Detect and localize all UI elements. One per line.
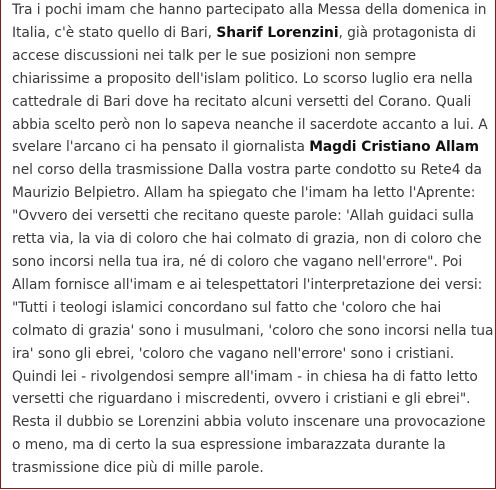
article-text-segment: Tra i pochi imam che hanno partecipato alla Messa della domenica in Italia, c'è stato quello di Bari, bbox=[12, 2, 487, 41]
imam-name: Sharif Lorenzini bbox=[216, 24, 339, 41]
article-text-segment: nel corso della trasmissione Dalla vostra parte condotto su Rete4 da Maurizio Belpietro. Allam ha spiegato che l'imam ha letto l'Aprente: "Ovvero dei versetti che recitano queste parole: 'Allah guidaci sulla retta via, la via di coloro che hai colmato di grazia, non di coloro che sono incorsi nella tua ira, né di coloro che vagano nell'errore". Poi Allam fornisce all'imam e ai telespettatori l'interpretazione dei versi: "Tutti i teologi islamici concordano sul fatto che 'coloro che hai colmato di grazia' sono i musulmani, 'coloro che sono incorsi nella tua ira' sono gli ebrei, 'coloro che vagano nell'errore' sono i cristiani. Quindi lei - rivolgendosi sempre all'imam - in chiesa ha di fatto letto versetti che riguardano i miscredenti, ovvero i cristiani e gli ebrei". Resta il dubbio se Lorenzini abbia voluto inscenare una provocazione o meno, ma di certo la sua espressione imbarazzata durante la trasmissione dice più di mille parole. bbox=[12, 162, 494, 477]
article-text-segment: , già protagonista di accese discussioni nei talk per le sue posizioni non sempre chiarissime a proposito dell'islam politico. Lo scorso luglio era nella cattedrale di Bari dove ha recitato alcuni versetti del Corano. Quali abbia scelto però non lo sapeva neanche il sacerdote accanto a lui. A svelare l'arcano ci ha pensato il giornalista bbox=[12, 24, 488, 156]
article-body bbox=[12, 0, 494, 480]
journalist-name: Magdi Cristiano Allam bbox=[309, 139, 479, 156]
